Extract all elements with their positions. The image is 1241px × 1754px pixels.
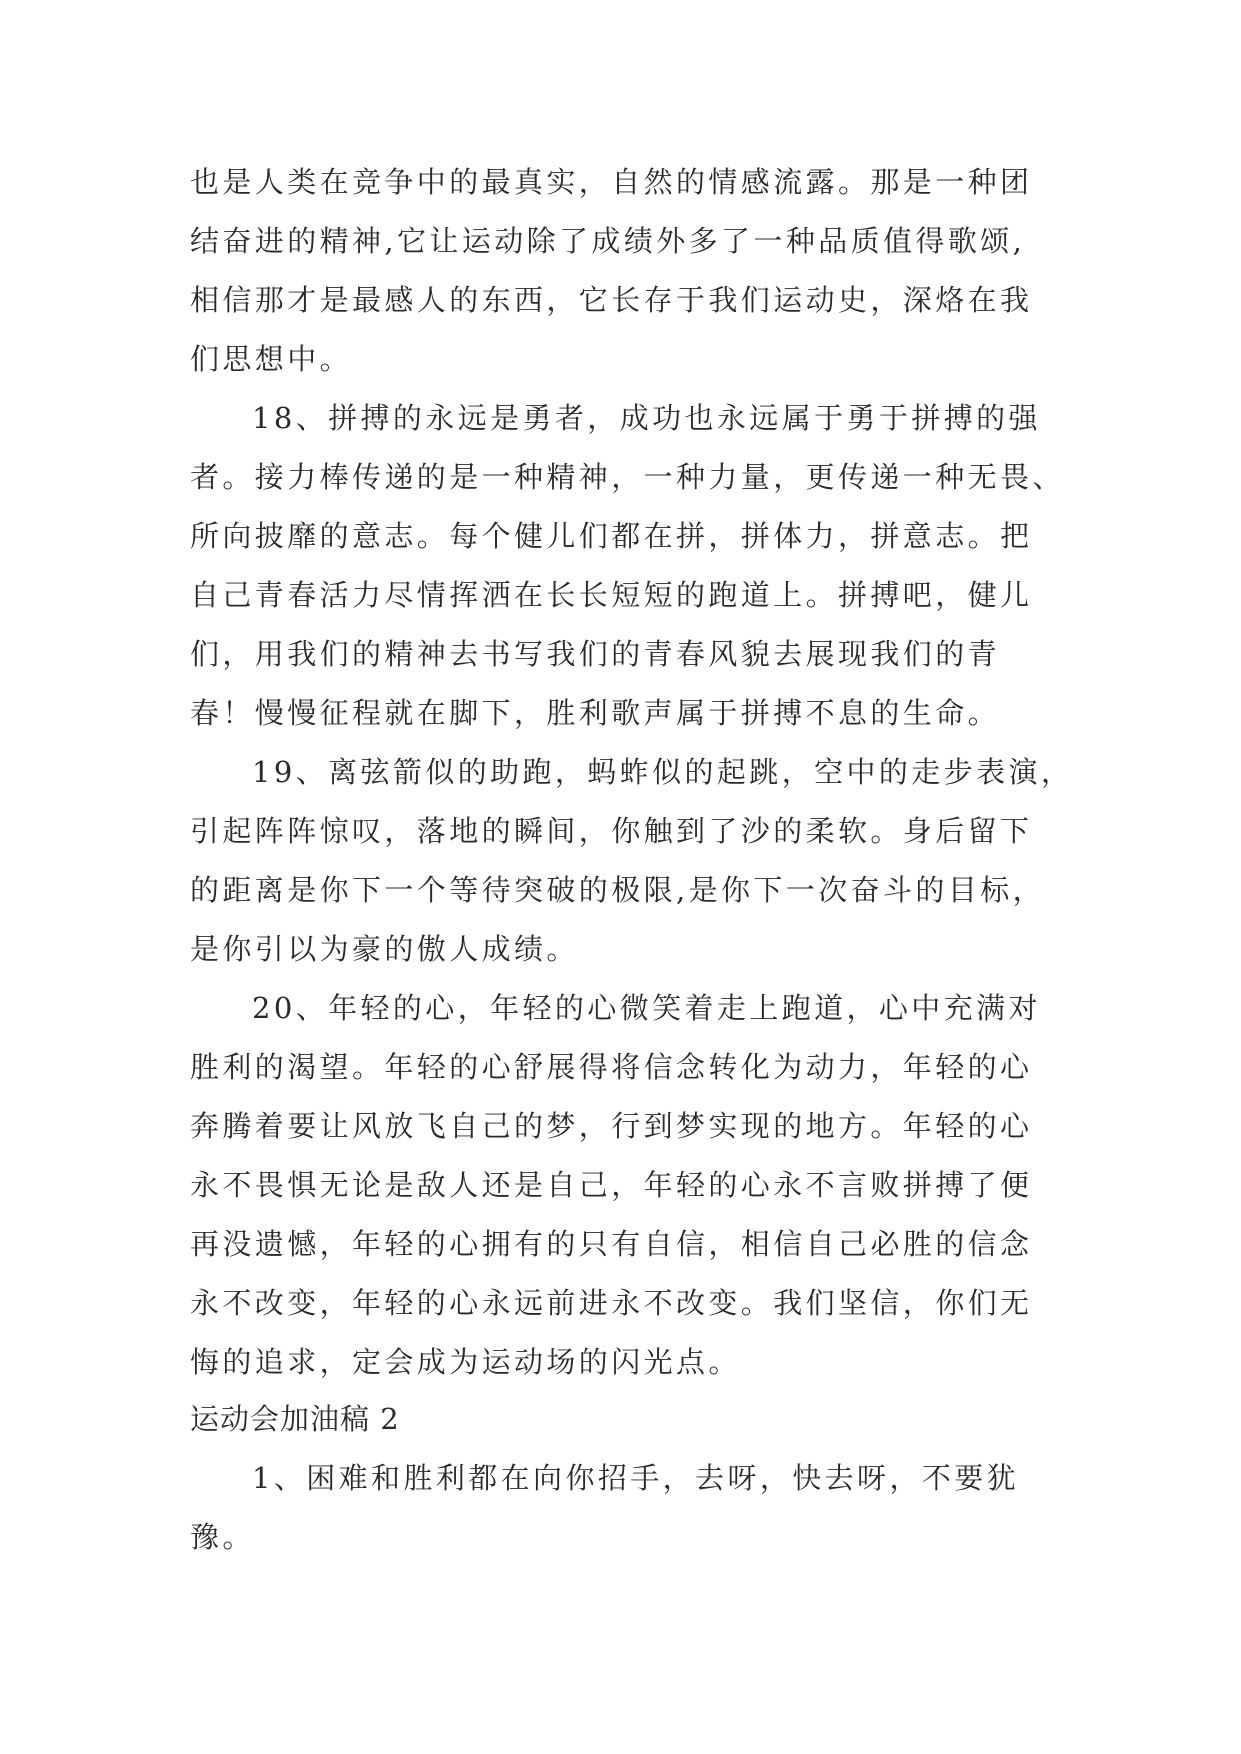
text-line: 永不改变，年轻的心永远前进永不改变。我们坚信，你们无 <box>190 1286 1033 1320</box>
text-line: 永不畏惧无论是敌人还是自己，年轻的心永不言败拼搏了便 <box>190 1168 1033 1202</box>
text-line: 引起阵阵惊叹，落地的瞬间，你触到了沙的柔软。身后留下 <box>190 814 1033 848</box>
text-line: 是你引以为豪的傲人成绩。 <box>190 932 579 966</box>
text-line: 所向披靡的意志。每个健儿们都在拼，拼体力，拼意志。把 <box>190 519 1033 553</box>
paragraph-first-line: 1、困难和胜利都在向你招手，去呀，快去呀，不要犹 <box>252 1461 1020 1495</box>
text-line: 也是人类在竞争中的最真实，自然的情感流露。那是一种团 <box>190 165 1033 199</box>
paragraph-first-line: 19、离弦箭似的助跑，蚂蚱似的起跳，空中的走步表演， <box>252 755 1074 789</box>
text-line: 们思想中。 <box>190 342 353 376</box>
text-line: 自己青春活力尽情挥洒在长长短短的跑道上。拼搏吧，健儿 <box>190 578 1033 612</box>
text-line: 相信那才是最感人的东西，它长存于我们运动史，深烙在我 <box>190 283 1033 317</box>
text-line: 结奋进的精神,它让运动除了成绩外多了一种品质值得歌颂, <box>190 224 1026 258</box>
text-line: 者。接力棒传递的是一种精神，一种力量，更传递一种无畏、 <box>190 460 1065 494</box>
text-line: 再没遗憾，年轻的心拥有的只有自信，相信自己必胜的信念 <box>190 1227 1033 1261</box>
text-line: 胜利的渴望。年轻的心舒展得将信念转化为动力，年轻的心 <box>190 1050 1033 1084</box>
text-line: 奔腾着要让风放飞自己的梦，行到梦实现的地方。年轻的心 <box>190 1109 1033 1143</box>
text-line: 春！慢慢征程就在脚下，胜利歌声属于拼搏不息的生命。 <box>190 696 1001 730</box>
text-line: 们，用我们的精神去书写我们的青春风貌去展现我们的青 <box>190 637 1001 671</box>
paragraph-first-line: 18、拼搏的永远是勇者，成功也永远属于勇于拼搏的强 <box>252 401 1041 435</box>
text-line: 的距离是你下一个等待突破的极限,是你下一次奋斗的目标， <box>190 873 1046 907</box>
text-line: 悔的追求，定会成为运动场的闪光点。 <box>190 1345 741 1379</box>
paragraph-first-line: 20、年轻的心，年轻的心微笑着走上跑道，心中充满对 <box>252 991 1041 1025</box>
text-line: 豫。 <box>190 1520 255 1554</box>
section-heading: 运动会加油稿 2 <box>190 1402 400 1436</box>
